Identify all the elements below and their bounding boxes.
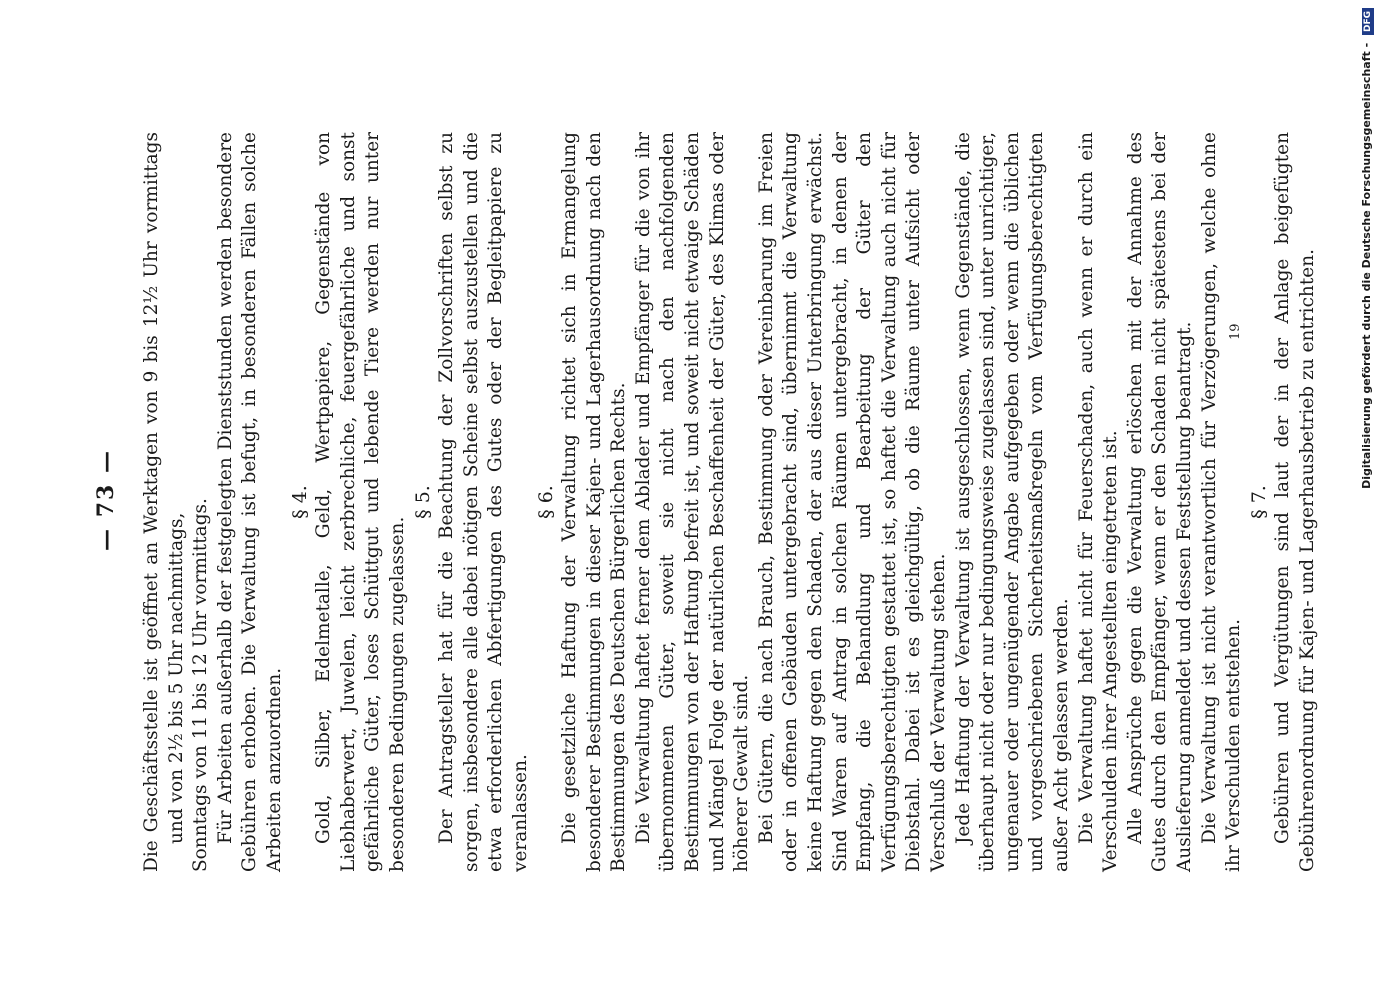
paragraph-hours-sundays: Sonntags von 11 bis 12 Uhr vormittags. [190, 498, 212, 872]
paragraph-section-6-g: Die Verwaltung ist nicht verantwortlich für Verzögerungen, welche ohne ihr Verschulden entstehen. [1198, 132, 1245, 872]
paragraph-section-6-e: Die Verwaltung haftet nicht für Feuerschaden, auch wenn er durch ein Verschulden ihrer Angestellten eingetreten ist. [1075, 132, 1122, 872]
paragraph-section-6-b: Die Verwaltung haftet ferner dem Ablader und Empfänger für die von ihr übernommenen Güter, soweit sie nicht nach den nachfolgenden Bestimmungen von der Haftung befreit ist, und soweit nicht etwaige Schäden und Mängel Folge der natürlichen Beschaffenheit der Güter, des Klimas oder höherer Gewalt sind. [632, 132, 753, 872]
paragraph-section-6-f: Alle Ansprüche gegen die Verwaltung erlöschen mit der Annahme des Gutes durch den Empfänger, wenn er den Schaden nicht spätestens bei der Auslieferung anmeldet und dessen Feststellung beantragt. [1124, 132, 1195, 872]
body-text [140, 132, 1321, 872]
digitization-text: Digitalisierung gefördert durch die Deutsche Forschungsgemeinschaft - [1360, 42, 1373, 489]
paragraph-section-6-d: Jede Haftung der Verwaltung ist ausgeschlossen, wenn Gegenstände, die überhaupt nicht oder nur bedingungsweise zugelassen sind, unter unrichtiger, ungenauer oder ungenügender Angabe aufgegeben oder wenn die üblichen und vorgeschriebenen Sicherheitsmaßregeln vom Verfügungsberechtigten außer Acht gelassen werden. [952, 132, 1072, 872]
paragraph-section-6-c: Bei Gütern, die nach Brauch, Bestimmung oder Vereinbarung im Freien oder in offenen Gebäuden untergebracht sind, übernimmt die Verwaltung keine Haftung gegen den Schaden, der aus dieser Unterbringung erwächst. Sind Waren auf Antrag in solchen Räumen untergebracht, in denen der Empfang, die Behandlung und Bearbeitung der Güter den Verfügungsberechtigten gestattet ist, so haftet die Verwaltung auch nicht für Diebstahl. Dabei ist es gleichgültig, ob die Räume unter Aufsicht oder Verschluß der Verwaltung stehen. [755, 132, 949, 872]
section-heading-5: § 5. [411, 485, 434, 519]
signature-mark: 19 [1228, 323, 1243, 340]
page-header: — 73 — [93, 449, 119, 551]
paragraph-section-5: Der Antragsteller hat für die Beachtung der Zollvorschriften selbst zu sorgen, insbesondere alle dabei nötigen Scheine selbst auszustellen und die etwa erforderlichen Abfertigungen des Gutes oder der Begleitpapiere zu veranlassen. [436, 132, 531, 872]
paragraph-hours-weekdays: Die Geschäftsstelle ist geöffnet an Werktagen von 9 bis 12½ Uhr vormittags und von 2½ bis 5 Uhr nachmittags, [141, 132, 187, 872]
paragraph-extra-hours: Für Arbeiten außerhalb der festgelegten Dienststunden werden besondere Gebühren erhoben. Die Verwaltung ist befugt, in besonderen Fällen solche Arbeiten anzuordnen. [214, 132, 285, 872]
paragraph-section-7: Gebühren und Vergütungen sind laut der in der Anlage beigefügten Gebührenordnung für Kajen- und Lagerhausbetrieb zu entrichten. [1272, 132, 1318, 872]
digitization-note [1360, 8, 1374, 992]
section-heading-7: § 7. [1247, 485, 1270, 519]
paragraph-section-4: Gold, Silber, Edelmetalle, Geld, Wertpapiere, Gegenstände von Liebhaberwert, Juwelen, leicht zerbrechliche, feuergefährliche und sonst gefährliche Güter, loses Schüttgut und lebende Tiere werden nur unter besonderen Bedingungen zugelassen. [313, 132, 408, 872]
paragraph-section-6-a: Die gesetzliche Haftung der Verwaltung richtet sich in Ermangelung besonderer Bestimmungen in dieser Kajen- und Lagerhausordnung nach den Bestimmungen des Deutschen Bürgerlichen Rechts. [559, 132, 630, 872]
section-heading-4: § 4. [288, 485, 311, 519]
section-heading-6: § 6. [534, 485, 557, 519]
dfg-logo: DFG [1362, 8, 1374, 35]
